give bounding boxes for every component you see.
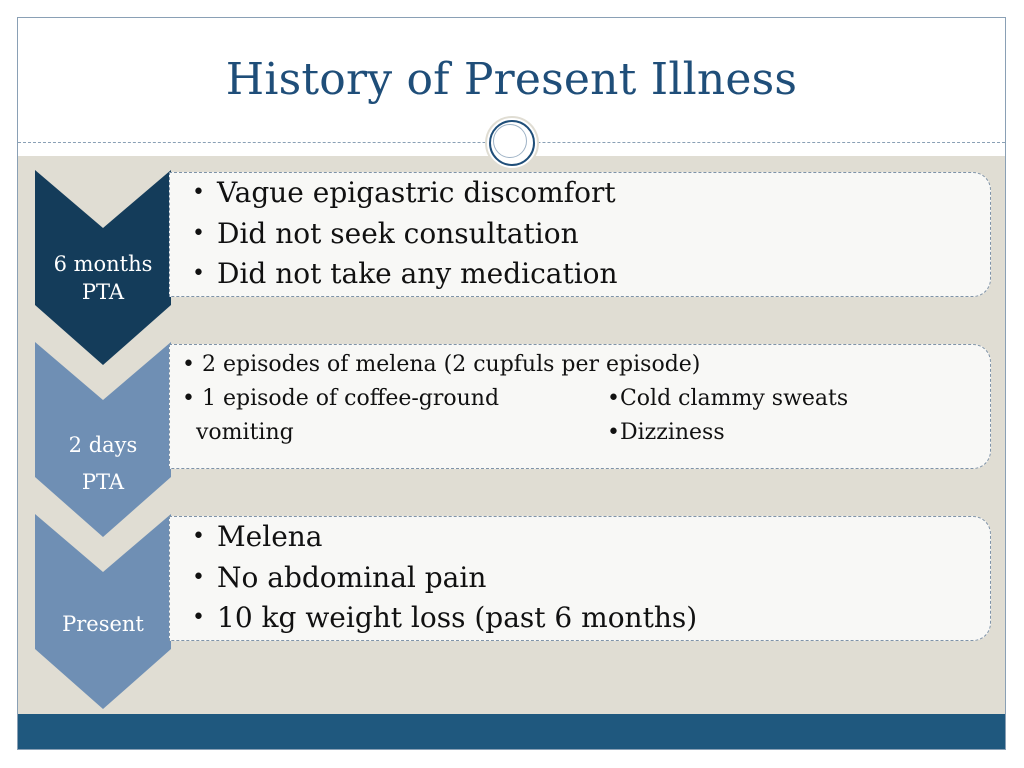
stage-2-chevron (35, 342, 171, 537)
stage-1-label-line1: 6 months (53, 252, 153, 276)
stage-3-label: Present (62, 612, 144, 636)
stage-2-item-2-continuation: vomiting (196, 420, 294, 445)
footer-bar (18, 714, 1005, 749)
circle-ornament-icon (485, 116, 539, 170)
stage-2-card (169, 344, 991, 469)
list-item: • No abdominal pain (170, 558, 990, 599)
stage-1-list (170, 173, 990, 295)
stage-1-chevron (35, 170, 171, 365)
bullet: • (182, 352, 202, 377)
list-item: • 10 kg weight loss (past 6 months) (170, 598, 990, 639)
stage-2-item-2: • 1 episode of coffee-ground (182, 386, 500, 411)
stage-3-list (170, 517, 990, 639)
stage-2-label-line2: PTA (81, 470, 125, 494)
stage-2-right-item-1: •Cold clammy sweats (607, 386, 849, 411)
slide (17, 17, 1006, 750)
list-item: • Melena (170, 517, 990, 558)
stage-3-card (169, 516, 991, 641)
page-title: History of Present Illness (225, 54, 798, 105)
timeline-area (18, 156, 1005, 716)
stage-3-chevron (35, 514, 171, 709)
stage-2-label-line1: 2 days (68, 433, 138, 457)
stage-1-card (169, 172, 991, 297)
stage-2-right-item-2: •Dizziness (607, 420, 725, 445)
list-item: • Did not take any medication (170, 254, 990, 295)
stage-1-label-line2: PTA (81, 280, 125, 304)
bullet: • (182, 386, 202, 411)
list-item: • Vague epigastric discomfort (170, 173, 990, 214)
list-item: • Did not seek consultation (170, 214, 990, 255)
stage-2-item-1: • 2 episodes of melena (2 cupfuls per episode) (182, 352, 701, 377)
